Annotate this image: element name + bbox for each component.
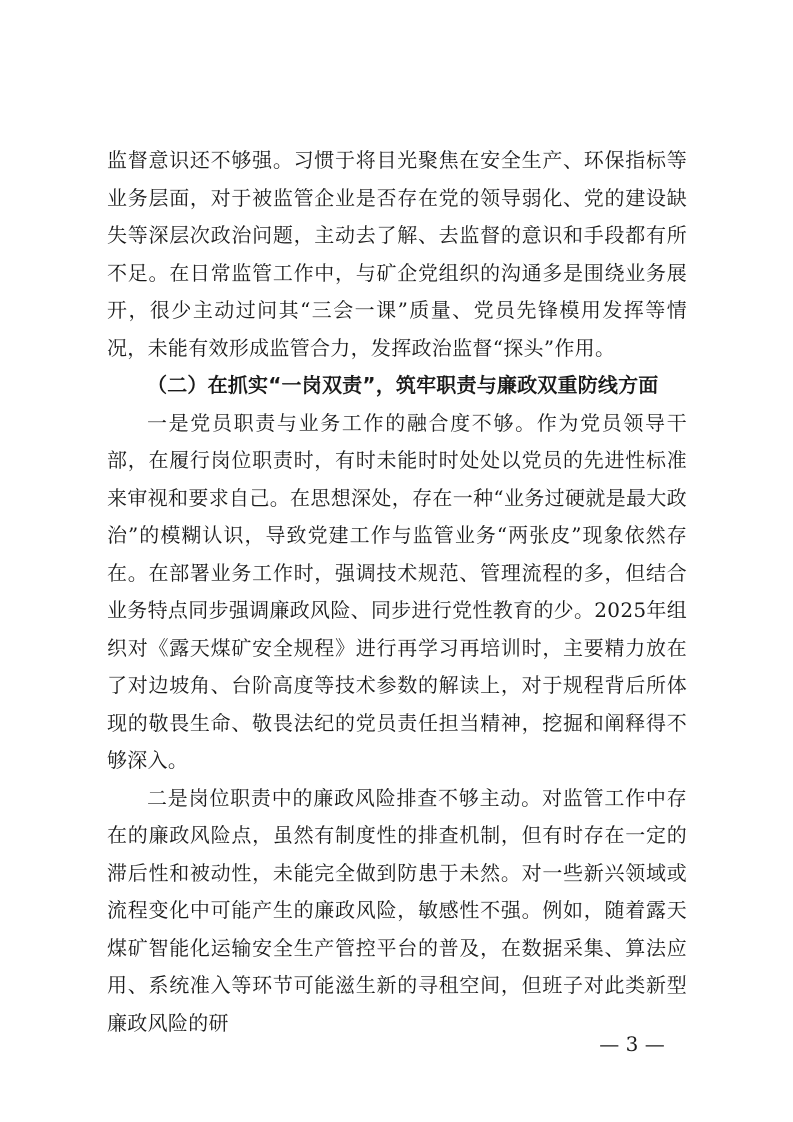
page-number: — 3 —: [599, 1032, 665, 1056]
paragraph-point-one: 一是党员职责与业务工作的融合度不够。作为党员领导干部，在履行岗位职责时，有时未能时时处处以党员的先进性标准来审视和要求自己。在思想深处，存在一种“业务过硬就是最大政治”的模糊认识，导致党建工作与监管业务“两张皮”现象依然存在。在部署业务工作时，强调技术规范、管理流程的多，但结合业务特点同步强调廉政风险、同步进行党性教育的少。2025年组织对《露天煤矿安全规程》进行再学习再培训时，主要精力放在了对边坡角、台阶高度等技术参数的解读上，对于规程背后所体现的敬畏生命、敬畏法纪的党员责任担当精神，挖掘和阐释得不够深入。: [107, 410, 687, 772]
section-heading: （二）在抓实“一岗双责”，筑牢职责与廉政双重防线方面: [147, 373, 659, 397]
paragraph-point-two: 二是岗位职责中的廉政风险排查不够主动。对监管工作中存在的廉政风险点，虽然有制度性的排查机制，但有时存在一定的滞后性和被动性，未能完全做到防患于未然。对一些新兴领域或流程变化中可能产生的廉政风险，敏感性不强。例如，随着露天煤矿智能化运输安全生产管控平台的普及，在数据采集、算法应用、系统准入等环节可能滋生新的寻租空间，但班子对此类新型廉政风险的研: [107, 785, 687, 1035]
body-text: [107, 142, 687, 1042]
paragraph-continuation: 监督意识还不够强。习惯于将目光聚焦在安全生产、环保指标等业务层面，对于被监管企业是否存在党的领导弱化、党的建设缺失等深层次政治问题，主动去了解、去监督的意识和手段都有所不足。在日常监管工作中，与矿企党组织的沟通多是围绕业务展开，很少主动过问其“三会一课”质量、党员先锋模用发挥等情况，未能有效形成监管合力，发挥政治监督“探头”作用。: [107, 148, 687, 360]
